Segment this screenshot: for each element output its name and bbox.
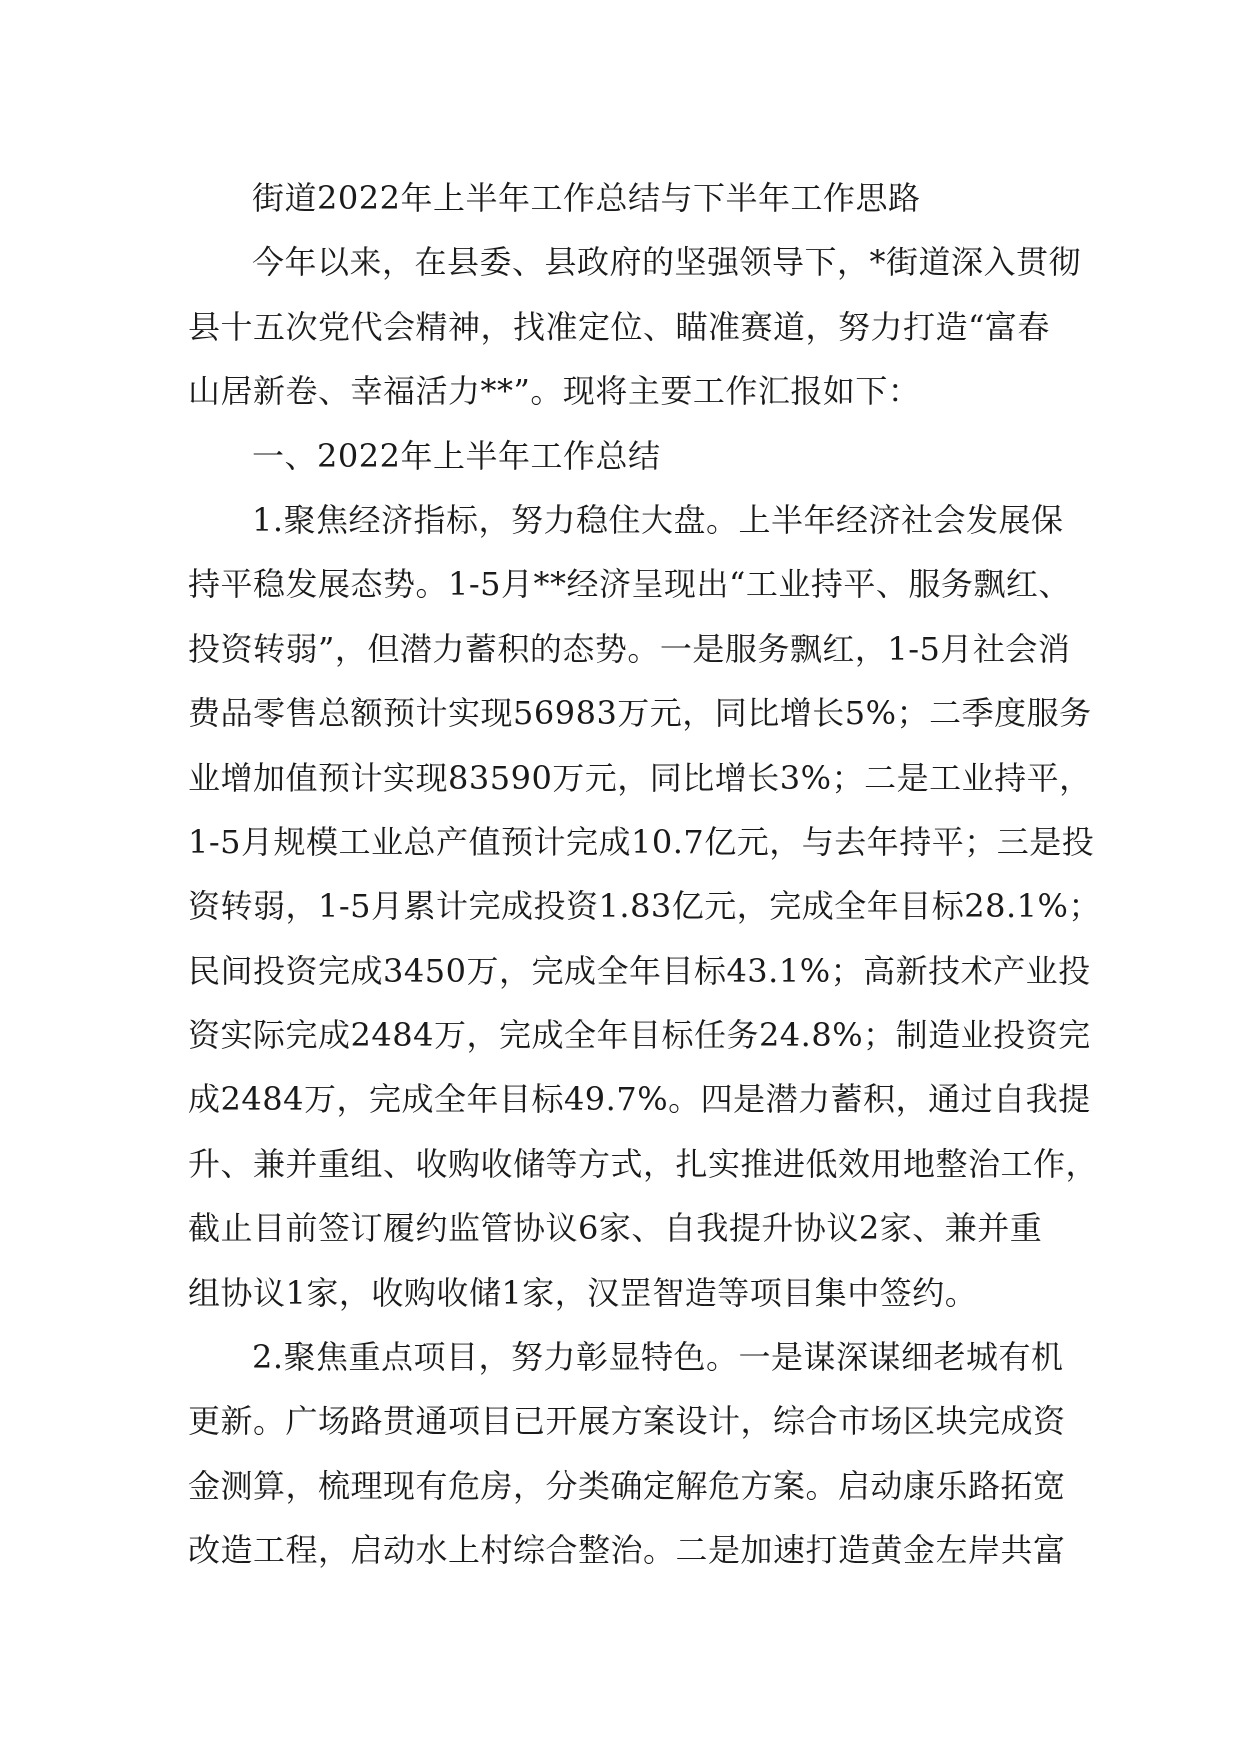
paragraph-2-line-1: 2.聚焦重点项目，努力彰显特色。一是谋深谋细老城有机 (252, 1338, 1064, 1377)
paragraph-1-line-5: 业增加值预计实现83590万元，同比增长3%；二是工业持平， (188, 758, 1092, 797)
section-heading: 一、2022年上半年工作总结 (252, 436, 661, 475)
paragraph-1-line-13: 组协议1家，收购收储1家，汉罡智造等项目集中签约。 (188, 1273, 978, 1312)
paragraph-1-line-7: 资转弱，1-5月累计完成投资1.83亿元，完成全年目标28.1%； (188, 887, 1101, 926)
paragraph-intro-line-3: 山居新卷、幸福活力**”。现将主要工作汇报如下： (188, 372, 921, 411)
paragraph-intro-line-2: 县十五次党代会精神，找准定位、瞄准赛道，努力打造“富春 (188, 307, 1050, 346)
paragraph-1-line-6: 1-5月规模工业总产值预计完成10.7亿元，与去年持平；三是投 (188, 822, 1095, 861)
paragraph-1-line-4: 费品零售总额预计实现56983万元，同比增长5%；二季度服务 (188, 694, 1092, 733)
paragraph-1-line-12: 截止目前签订履约监管协议6家、自我提升协议2家、兼并重 (188, 1209, 1043, 1248)
paragraph-2-line-2: 更新。广场路贯通项目已开展方案设计，综合市场区块完成资 (188, 1402, 1066, 1441)
paragraph-1-line-2: 持平稳发展态势。1-5月**经济呈现出“工业持平、服务飘红、 (188, 565, 1071, 604)
paragraph-2-line-4: 改造工程，启动水上村综合整治。二是加速打造黄金左岸共富 (188, 1531, 1066, 1570)
paragraph-intro-line-1: 今年以来，在县委、县政府的坚强领导下，*街道深入贯彻 (252, 243, 1082, 282)
paragraph-1-line-3: 投资转弱”，但潜力蓄积的态势。一是服务飘红，1-5月社会消 (188, 629, 1071, 668)
paragraph-1-line-8: 民间投资完成3450万，完成全年目标43.1%；高新技术产业投 (188, 951, 1091, 990)
document-title: 街道2022年上半年工作总结与下半年工作思路 (252, 179, 921, 217)
paragraph-1-line-11: 升、兼并重组、收购收储等方式，扎实推进低效用地整治工作， (188, 1144, 1099, 1183)
paragraph-2-line-3: 金测算，梳理现有危房，分类确定解危方案。启动康乐路拓宽 (188, 1466, 1066, 1505)
paragraph-1-line-1: 1.聚焦经济指标，努力稳住大盘。上半年经济社会发展保 (252, 500, 1064, 539)
paragraph-1-line-9: 资实际完成2484万，完成全年目标任务24.8%；制造业投资完 (188, 1016, 1091, 1055)
paragraph-1-line-10: 成2484万，完成全年目标49.7%。四是潜力蓄积，通过自我提 (188, 1080, 1091, 1119)
document-body (188, 166, 1101, 1583)
